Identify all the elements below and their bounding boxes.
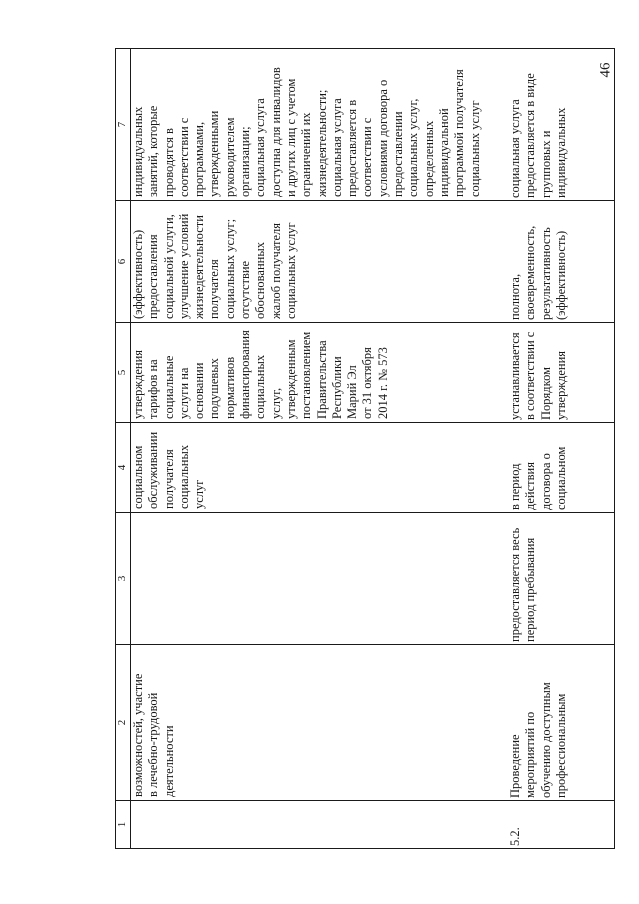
- cell-quality-text: (эффективность) предоставления социальной услуги, улучшение условий жизнедеятельности получателя социальных услуг; отсутствие обоснованных жалоб получателя социальных услуг: [131, 213, 298, 319]
- page-number-text: 46: [597, 62, 614, 78]
- row-service-name: Проведение мероприятий по обучению доступным профессиональным: [508, 682, 568, 798]
- cell-number: [131, 801, 615, 849]
- cell-conditions-text: индивидуальных занятий, которые проводятся в соответствии с программами, утвержденными руководителем организации; социальная услуга доступна для инвалидов и других лиц с учетом ограничений их жизнедеятельности; социальная услуга предоставляется в соответствии с условиями договора о предоставлении социальных услуг, определенных индивидуальной программой получателя социальных услуг: [131, 67, 482, 197]
- cell-period: [131, 513, 615, 645]
- header-col-5: 5: [116, 323, 131, 423]
- row-tariff: устанавливается в соответствии с Порядком утверждения: [508, 331, 568, 420]
- cell-service-name-text: возможностей, участие в лечебно-трудовой деятельности: [131, 673, 176, 797]
- row-period: предоставляется весь период пребывания: [508, 527, 538, 642]
- header-col-6: 6: [116, 201, 131, 323]
- header-col-1: 1: [116, 801, 131, 849]
- header-col-2: 2: [116, 645, 131, 801]
- table-header-row: [116, 49, 131, 849]
- header-col-4: 4: [116, 423, 131, 513]
- header-col-3: 3: [116, 513, 131, 645]
- row-conditions: социальная услуга предоставляется в виде групповых и индивидуальных: [508, 73, 568, 198]
- cell-term-text: социальном обслуживании получателя социальных услуг: [131, 431, 207, 509]
- row-term: в период действия договора о социальном: [508, 446, 568, 510]
- row-number: 5.2.: [508, 827, 522, 846]
- row-quality: полнота, своевременность, результативность (эффективность): [508, 225, 568, 320]
- header-col-7: 7: [116, 49, 131, 201]
- cell-tariff-text: утверждения тарифов на социальные услуги на основании подушевых нормативов финансирования социальных услуг, утвержденным постановлением Правительства Республики Марий Эл от 31 октября 2014 г. № 573: [131, 330, 390, 419]
